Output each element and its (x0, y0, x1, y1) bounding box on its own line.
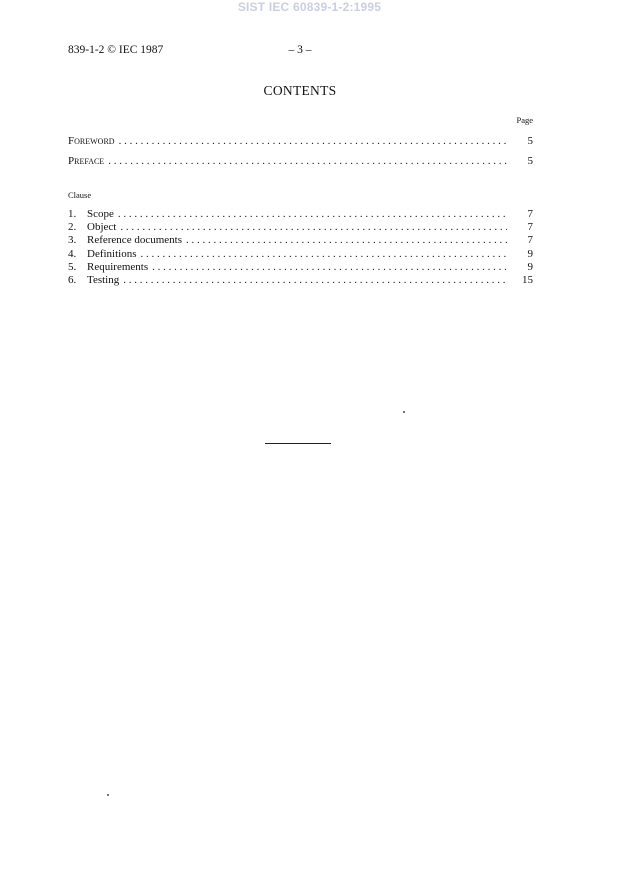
contents-title: CONTENTS (263, 83, 337, 98)
scan-speck (107, 794, 109, 796)
clause-title: Object (87, 221, 117, 233)
dot-leader (115, 135, 507, 148)
page-column-label: Page (516, 115, 533, 125)
clause-number: 1. (68, 208, 77, 220)
toc-entry-clause-2[interactable] (68, 221, 533, 234)
dot-leader (114, 208, 507, 221)
dot-leader (116, 221, 507, 234)
clause-title: Scope (87, 208, 114, 220)
clause-number: 3. (68, 234, 77, 246)
toc-entry-clause-5[interactable] (68, 261, 533, 274)
dot-leader (148, 261, 507, 274)
clause-title: Testing (87, 274, 120, 286)
dot-leader (182, 234, 507, 247)
toc-entry-preface[interactable] (68, 155, 533, 168)
section-divider (265, 443, 331, 444)
clause-title: Requirements (87, 261, 149, 273)
toc-entry-clause-4[interactable] (68, 248, 533, 261)
clause-title: Reference documents (87, 234, 182, 246)
toc-entry-page: 5 (527, 135, 533, 147)
dot-leader (104, 155, 507, 168)
page-number: – 3 – (288, 44, 312, 56)
running-header-reference: 839-1-2 © IEC 1987 (68, 44, 164, 56)
toc-entry-page: 7 (527, 221, 533, 233)
dot-leader (137, 248, 508, 261)
clause-number: 2. (68, 221, 77, 233)
toc-entry-page: 5 (527, 155, 533, 167)
clause-title: Definitions (87, 248, 137, 260)
scan-speck (403, 411, 405, 413)
toc-entry-label: Preface (68, 155, 105, 167)
toc-entry-clause-6[interactable] (68, 274, 533, 287)
toc-entry-clause-1[interactable] (68, 208, 533, 221)
clause-column-label: Clause (68, 190, 92, 200)
toc-entry-page: 7 (527, 208, 533, 220)
toc-entry-page: 15 (522, 274, 533, 286)
clause-number: 4. (68, 248, 77, 260)
toc-entry-page: 9 (527, 248, 533, 260)
toc-entry-foreword[interactable] (68, 135, 533, 148)
dot-leader (119, 274, 507, 287)
toc-entry-label: Foreword (68, 135, 115, 147)
toc-entry-page: 9 (527, 261, 533, 273)
clause-number: 5. (68, 261, 77, 273)
toc-entry-page: 7 (527, 234, 533, 246)
clause-number: 6. (68, 274, 77, 286)
document-watermark: SIST IEC 60839-1-2:1995 (237, 0, 382, 14)
toc-entry-clause-3[interactable] (68, 234, 533, 247)
